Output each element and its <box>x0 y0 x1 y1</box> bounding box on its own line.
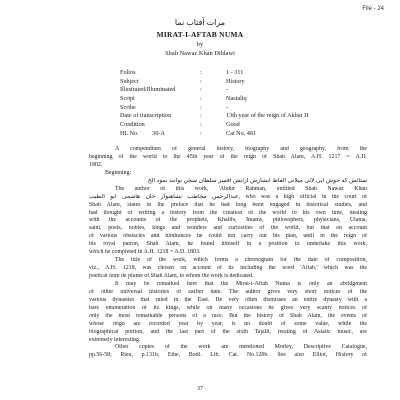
text-line: his royal patron, Shah Alam, he found himself in a position to undertake this work, <box>89 241 367 248</box>
text-line: biographical portion, and the last part of the sixth Tajalli, treating of Asiatic music, are <box>89 328 367 335</box>
meta-label: Subject <box>120 77 139 85</box>
text-line: extremely interesting. <box>89 336 141 343</box>
text-line: عبدالرحمن مخاطب بشاهنواز خان هاشمى ابو الطيب, who was a high official in the court of <box>89 193 367 200</box>
meta-colon: : <box>200 95 202 103</box>
meta-colon: : <box>200 86 202 94</box>
meta-value: History <box>226 77 245 85</box>
meta-value: 13th year of the reign of Akbar II <box>226 112 309 120</box>
body-text <box>89 146 367 360</box>
meta-colon: : <box>200 77 202 85</box>
file-label: File - 24 <box>362 6 384 12</box>
text-line: had thought of writing a history from the creation of the world to his own time, dealing <box>89 209 367 216</box>
meta-row-folios <box>120 69 360 78</box>
meta-value: - <box>226 86 229 94</box>
text-line: saint, poets, nobles, kings and wonders and curiosities of the world, but that on account <box>89 225 367 232</box>
meta-row-script <box>120 95 360 104</box>
text-line: It may be remarked here that the Mirat-i-Aftab Numa is only an abridgment <box>115 280 367 287</box>
by-line: by <box>196 41 204 48</box>
text-line: Beginning: <box>105 169 132 176</box>
text-line: A compendium of general history, biography and geography, from the <box>115 146 367 152</box>
text-line: with the accounts of the prophets, Khalifs, Imams, philosophers, physicians, Ulama, <box>89 217 367 224</box>
metadata-table <box>120 69 360 139</box>
meta-label: Condition <box>120 121 145 129</box>
urdu-title: مرات آفتاب نما <box>174 18 226 27</box>
meta-colon: : <box>200 112 202 120</box>
text-line-persian: ستائش كه حوش ابى لائى ميلانى الفاظ ايشارش آرايش افسر سلطان سخن توانند نمود الخ <box>147 177 367 184</box>
hl-label: HL No. <box>120 129 139 137</box>
meta-value: Good <box>226 121 240 129</box>
meta-value: Nastaliq <box>226 95 247 103</box>
meta-row-hl <box>120 130 360 139</box>
author-name: Shah Nawaz Khan Dihlawi <box>165 50 235 57</box>
meta-row-scribe <box>120 104 360 113</box>
meta-label: Date of transcription <box>120 112 172 120</box>
meta-label <box>120 130 200 139</box>
text-line: which he completed in A.H. 1218 = A.D. 1803. <box>89 249 201 256</box>
text-line: Shah Alam, states in the preface that he had long been engaged in historical studies, and <box>89 201 367 208</box>
text-line: poetical nom de plume of Shah Alam, to whom the work is dedicated. <box>89 273 254 279</box>
text-line: The author of this work, 'Abdur Rahman, entitled Shah Nawaz Khan <box>115 185 367 192</box>
meta-colon: : <box>200 103 202 111</box>
meta-label: Script <box>120 95 135 103</box>
text-line: whose reign are recorded year by year, is no doubt of some value, while the <box>89 320 367 327</box>
meta-colon: : <box>200 121 202 129</box>
text-line: 1802. <box>89 161 103 168</box>
text-line: only the most remarkable persons of a race. But the history of Shah Alam, the events of <box>89 312 367 319</box>
text-line: of various obstacles and hindrances he could not carry out his plan, until in the reign of <box>89 233 367 240</box>
text-line: bare enumeration of its kings, while on many occasions he gives very scanty notices of <box>89 304 367 311</box>
text-line: various dynasties that ruled in the East. He very often dismisses an entire dynasty with a <box>89 296 367 303</box>
meta-row-condition <box>120 121 360 130</box>
meta-colon: : <box>200 129 202 137</box>
meta-value: - <box>226 103 229 111</box>
hl-number: 30-A <box>152 129 165 137</box>
meta-label: Illustrated/Illuminated <box>120 86 176 94</box>
meta-row-date <box>120 112 360 121</box>
page-title: MIRAT-I-AFTAB NUMA <box>156 30 244 39</box>
text-line: of other universal histories of earlier date. The author gives very short notices of the <box>89 288 367 295</box>
text-line: The title of the work, which forms a chronogram for the date of composition, <box>115 257 367 264</box>
meta-row-subject <box>120 78 360 87</box>
meta-label: Scribe <box>120 103 136 111</box>
text-line: beginning of the world to the 45th year of the reign of Shah Alam, A.H. 1217 = A.D. <box>89 153 367 160</box>
meta-row-illustrated <box>120 86 360 95</box>
page-number: 37 <box>197 386 203 392</box>
meta-value: 1 - 311 <box>226 69 244 76</box>
text-line: pp.56-58; Rieu, p.131b, Ethe, Bodl. Lib. Cat. No.120b. See also Elliot, History of <box>89 352 367 359</box>
meta-colon: : <box>200 69 202 76</box>
text-line: Other copies of the work are mentioned Morley, Descriptive Catalogue, <box>115 344 367 351</box>
meta-value: Cat No. 481 <box>226 129 257 137</box>
text-line: viz., A.H. 1218, was chosen on account of its including the word 'Aftab,' which was the <box>89 265 367 272</box>
meta-label: Folios <box>120 69 136 76</box>
